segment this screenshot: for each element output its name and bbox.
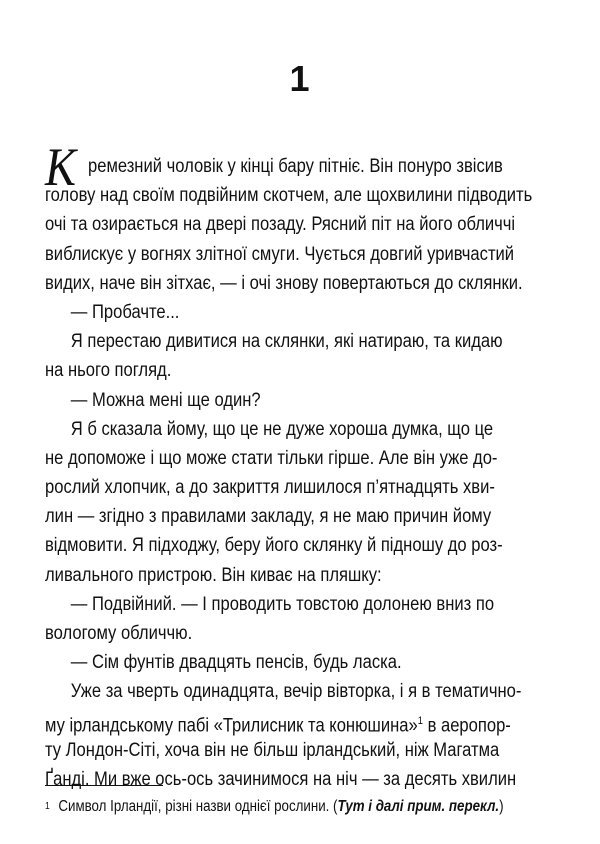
chapter-number: 1	[289, 58, 311, 99]
footnote-translator-note: Тут і далі прим. перекл.	[337, 798, 500, 815]
footnote-divider	[45, 785, 163, 786]
footnote-reference: 1	[417, 714, 423, 727]
paragraph-start: Я б сказала йому, що це не дуже хороша думка, що це	[70, 418, 494, 440]
text-line: ливального пристрою. Він киває на пляшку:	[45, 564, 382, 586]
paragraph-start: Я перестаю дивитися на склянки, які натираю, та кидаю	[70, 331, 503, 353]
text-line: очі та озирається на двері позаду. Рясний піт на його обличчі	[45, 214, 516, 236]
text-line: відмовити. Я підходжу, беру його склянку й підношу до роз-	[45, 535, 503, 557]
text-line: не допоможе і що може стати тільки гірше. Але він уже до-	[45, 447, 498, 469]
text-line: К ремезний чоловік у кінці бару пітніє. Він понуро звісив	[45, 137, 503, 197]
text-line: рослий хлопчик, а до закриття лишилося п’ятнадцять хви-	[45, 477, 495, 499]
paragraph-start: Уже за чверть одинадцята, вечір вівторка, і я в тематично-	[70, 681, 522, 703]
dialogue-line: — Пробачте...	[70, 301, 180, 323]
dialogue-line: — Подвійний. — І проводить товстою долонею вниз по	[70, 593, 495, 615]
drop-cap: К	[45, 137, 75, 197]
text-line: голову над своїм подвійним скотчем, але щохвилини підводить	[45, 185, 533, 207]
body-text	[45, 137, 533, 794]
text-line: Ґанді. Ми вже ось-ось зачинимося на ніч — за десять хвилин	[45, 768, 517, 790]
dialogue-line: — Сім фунтів двадцять пенсів, будь ласка.	[70, 652, 402, 674]
text-line: видих, наче він зітхає, — і очі знову повертаються до склянки.	[45, 272, 523, 294]
text-line: лин — згідно з правилами закладу, я не маю причин йому	[45, 506, 492, 528]
text-line: ту Лондон-Сіті, хоча він не більш ірландський, ніж Магатма	[45, 739, 500, 761]
text-line: вологому обличчю.	[45, 623, 193, 644]
text-line: виблискує у вогнях злітної смуги. Чується довгий уривчастий	[45, 243, 515, 265]
text-line: му ірландському пабі «Трилисник та конюшина»$^1$ в аеропор-	[45, 714, 511, 736]
dialogue-line: — Можна мені ще один?	[70, 389, 261, 411]
footnote-mark: 1	[45, 801, 50, 812]
text-line: на нього погляд.	[45, 360, 172, 382]
footnote: $^1$ Символ Ірландії, різні назви однієї рослини. (Тут і далі прим. перекл.)	[45, 798, 504, 815]
